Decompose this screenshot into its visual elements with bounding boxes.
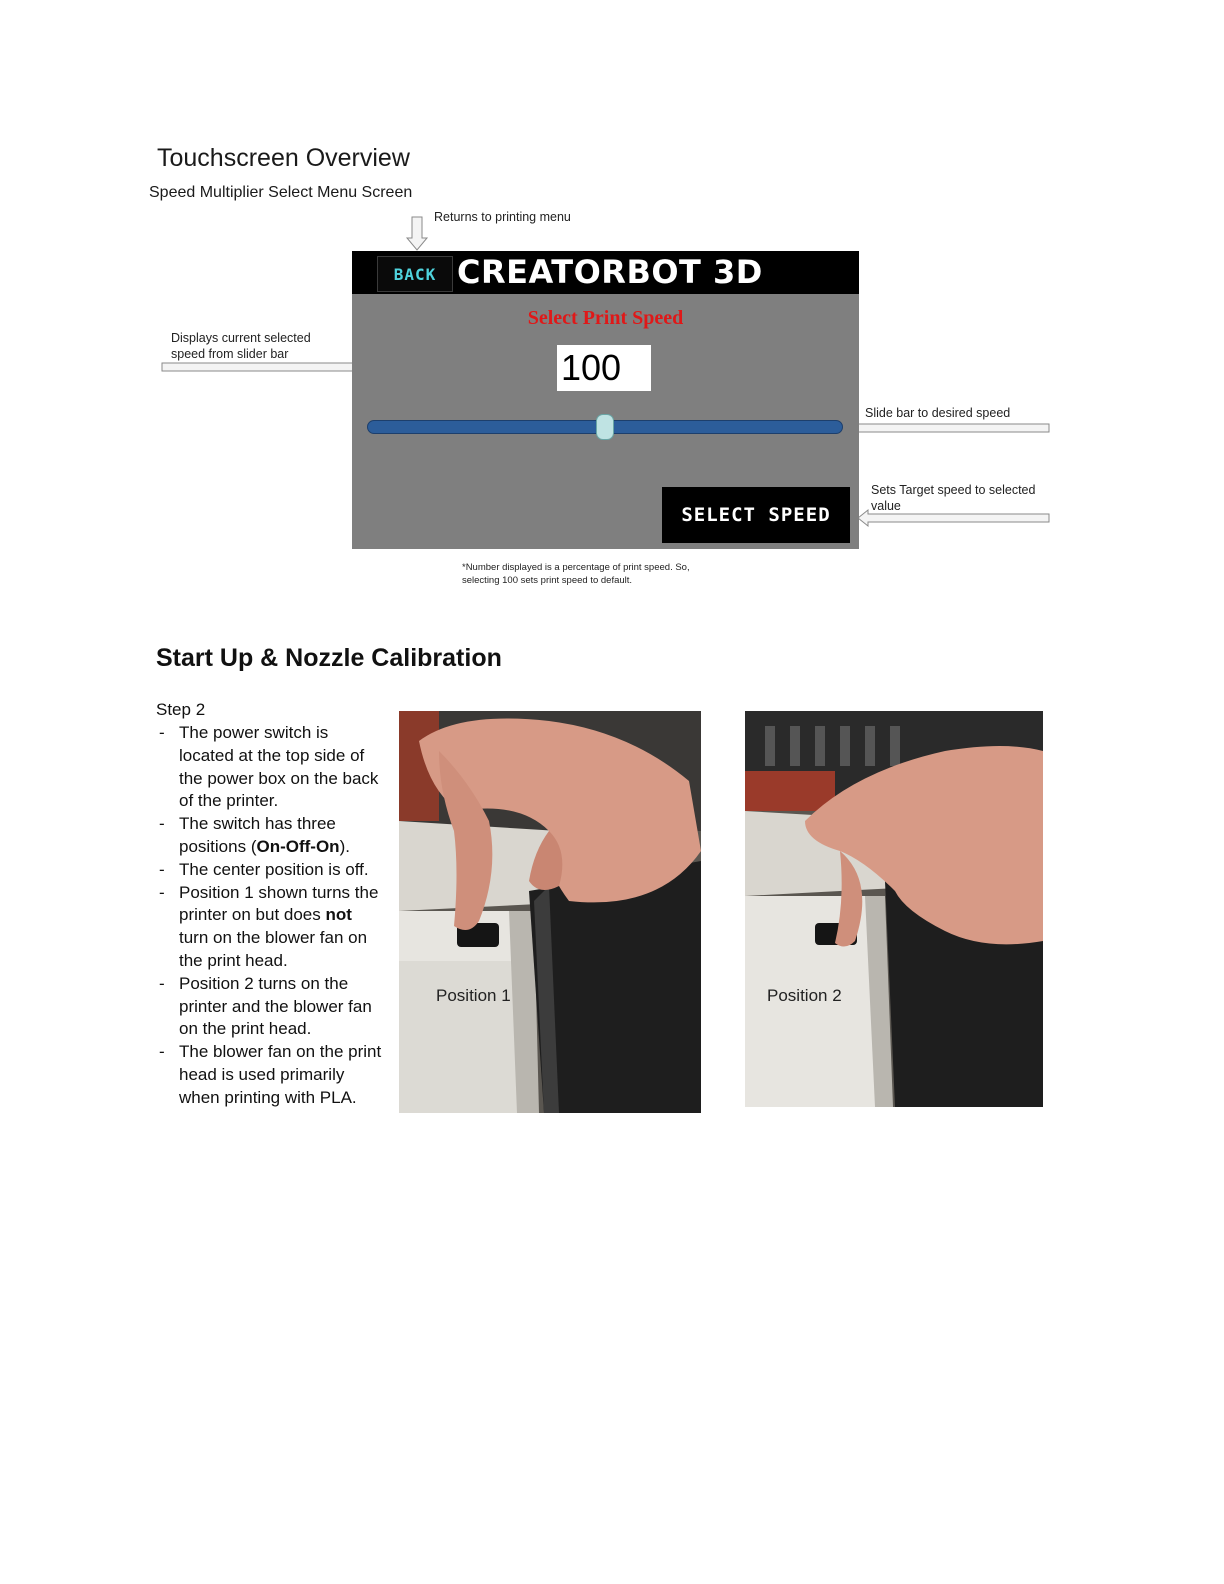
section-subtitle: Speed Multiplier Select Menu Screen	[149, 184, 413, 201]
step-label: Step 2	[156, 700, 206, 719]
photo-position-2-illustration	[745, 711, 1043, 1107]
section-title-touchscreen: Touchscreen Overview	[157, 144, 410, 172]
photo-position-1-illustration	[399, 711, 701, 1113]
slider-annotation: Slide bar to desired speed	[865, 406, 1011, 420]
back-annotation: Returns to printing menu	[434, 210, 571, 224]
list-item: - The power switch is located at the top side of the power box on the back of the printer.	[156, 722, 384, 813]
speed-slider-thumb[interactable]	[596, 414, 614, 440]
photo-caption-position-1: Position 1	[436, 986, 511, 1005]
photo-caption-position-2: Position 2	[767, 986, 842, 1005]
select-print-speed-heading: Select Print Speed	[527, 307, 684, 329]
select-annotation-line1: Sets Target speed to selected	[871, 483, 1036, 497]
display-annotation-line1: Displays current selected	[171, 331, 311, 345]
back-button[interactable]: BACK	[377, 256, 453, 292]
select-speed-button[interactable]: SELECT SPEED	[662, 487, 850, 543]
step-bullet-list	[156, 722, 384, 1110]
list-item: - The switch has three positions (On-Off-On).	[156, 813, 384, 859]
footnote-line1: *Number displayed is a percentage of print speed. So,	[462, 562, 690, 573]
list-item: - Position 2 turns on the printer and the blower fan on the print head.	[156, 973, 384, 1041]
brand-logo-text: CREATORBOT 3D	[457, 253, 763, 291]
photo-position-2	[745, 711, 1043, 1107]
back-callout-arrow	[407, 217, 427, 250]
list-item: - The center position is off.	[156, 859, 384, 882]
footnote	[462, 561, 732, 587]
section-title-startup: Start Up & Nozzle Calibration	[156, 644, 502, 672]
slider-callout-arrow	[845, 420, 1049, 436]
touchscreen-display	[352, 251, 859, 549]
speed-value-display: 100	[557, 345, 651, 391]
screen-header	[352, 251, 859, 294]
footnote-line2: selecting 100 sets print speed to default.	[462, 575, 633, 586]
photo-position-1	[399, 711, 701, 1113]
display-annotation-line2: speed from slider bar	[171, 347, 289, 361]
list-item: - Position 1 shown turns the printer on but does not turn on the blower fan on the print head.	[156, 882, 384, 973]
list-item: - The blower fan on the print head is used primarily when printing with PLA.	[156, 1041, 384, 1109]
select-annotation-line2: value	[871, 499, 901, 513]
